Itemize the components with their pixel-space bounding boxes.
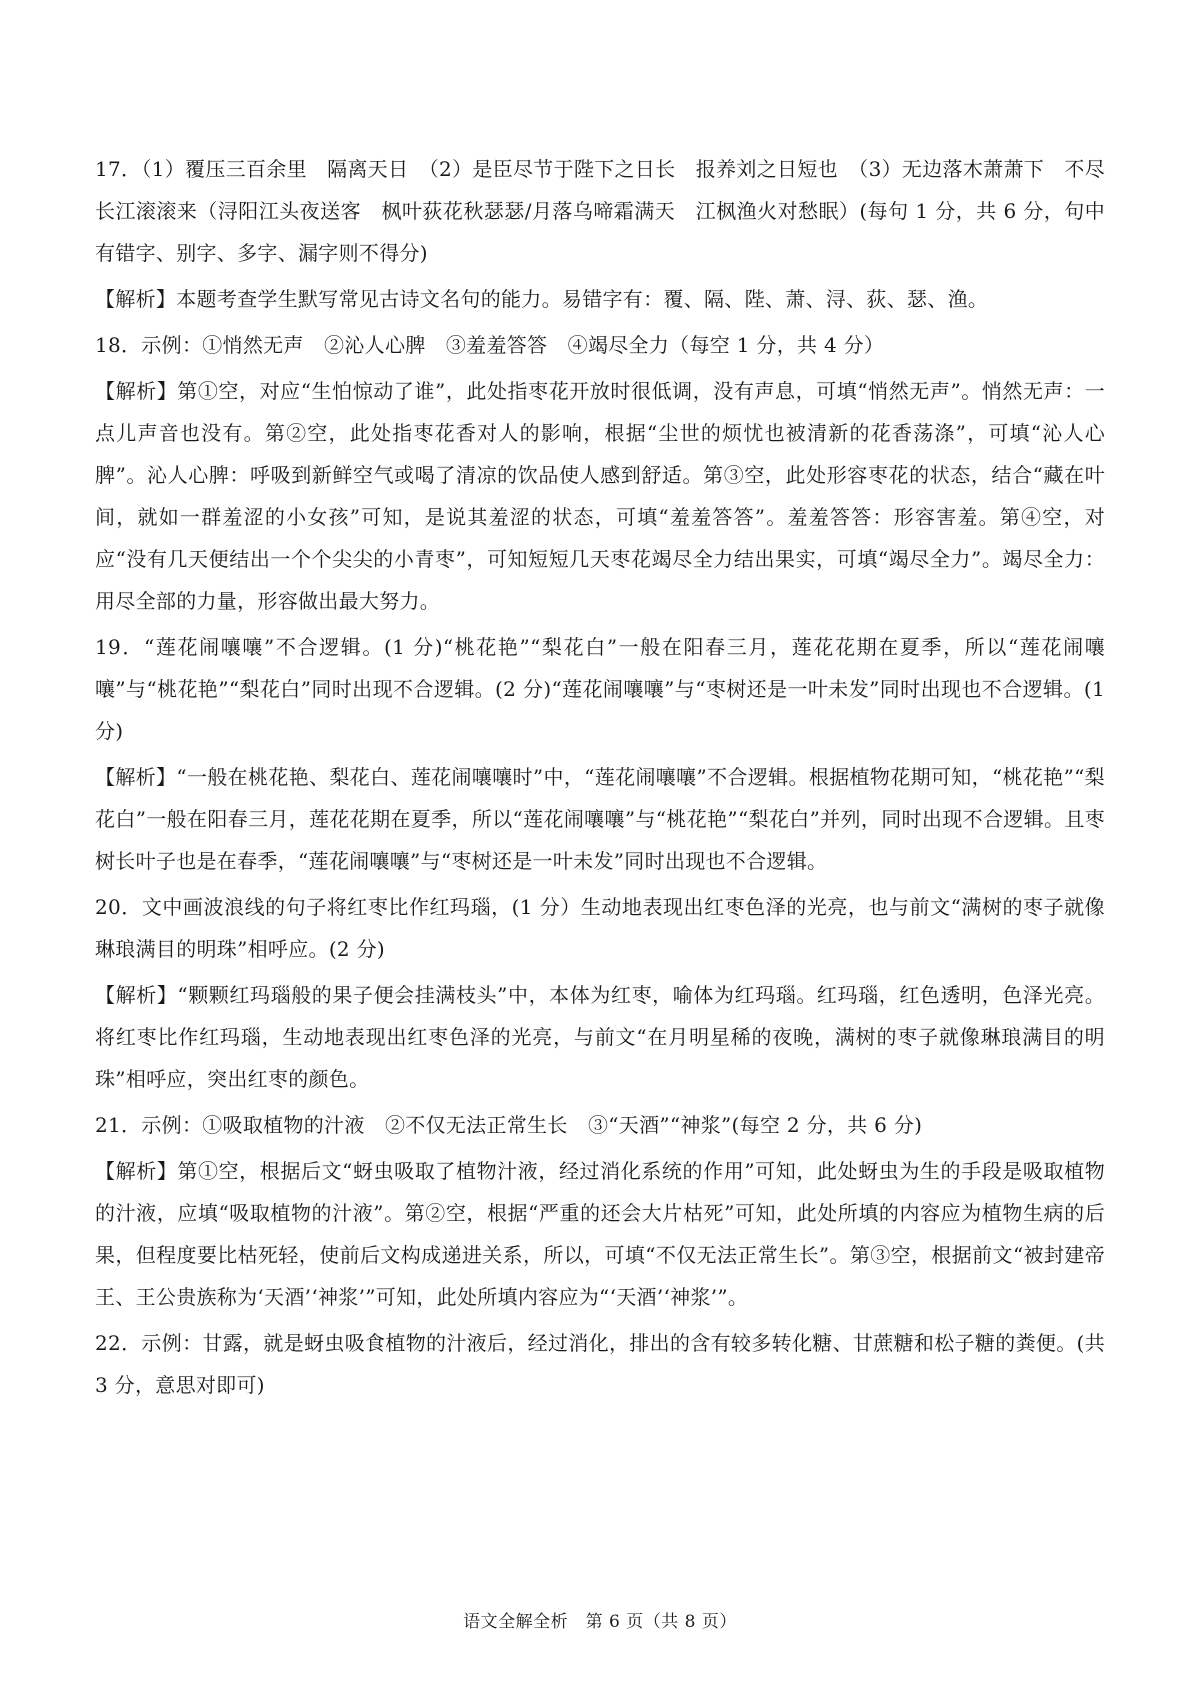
analysis-18: 【解析】第①空，对应“生怕惊动了谁”，此处指枣花开放时很低调，没有声息，可填“悄然无声”。悄然无声：一点儿声音也没有。第②空，此处指枣花香对人的影响，根据“尘世的烦忧也被清新的花香荡涤”，可填“沁人心脾”。沁人心脾：呼吸到新鲜空气或喝了清凉的饮品使人感到舒适。第③空，此处形容枣花的状态，结合“藏在叶间，就如一群羞涩的小女孩”可知，是说其羞涩的状态，可填“羞羞答答”。羞羞答答：形容害羞。第④空，对应“没有几天便结出一个个尖尖的小青枣”，可知短短几天枣花竭尽全力结出果实，可填“竭尽全力”。竭尽全力：用尽全部的力量，形容做出最大努力。: [95, 379, 1105, 613]
answer-19: 19．“莲花闹嚷嚷”不合逻辑。(1 分)“桃花艳”“梨花白”一般在阳春三月，莲花花期在夏季，所以“莲花闹嚷嚷”与“桃花艳”“梨花白”同时出现不合逻辑。(2 分)“莲花闹嚷嚷”与“枣树还是一叶未发”同时出现也不合逻辑。(1 分): [95, 635, 1105, 743]
answer-22: 22．示例：甘露，就是蚜虫吸食植物的汁液后，经过消化，排出的含有较多转化糖、甘蔗糖和松子糖的粪便。(共 3 分，意思对即可): [95, 1331, 1105, 1397]
analysis-17: 【解析】本题考查学生默写常见古诗文名句的能力。易错字有：覆、隔、陛、萧、浔、荻、瑟、渔。: [95, 287, 989, 311]
answer-21: 21．示例：①吸取植物的汁液 ②不仅无法正常生长 ③“天酒”“神浆”(每空 2 分，共 6 分): [95, 1113, 923, 1137]
analysis-19: 【解析】“一般在桃花艳、梨花白、莲花闹嚷嚷时”中，“莲花闹嚷嚷”不合逻辑。根据植物花期可知，“桃花艳”“梨花白”一般在阳春三月，莲花花期在夏季，所以“莲花闹嚷嚷”与“桃花艳”“梨花白”并列，同时出现不合逻辑。且枣树长叶子也是在春季，“莲花闹嚷嚷”与“枣树还是一叶未发”同时出现也不合逻辑。: [95, 765, 1105, 873]
analysis-21: 【解析】第①空，根据后文“蚜虫吸取了植物汁液，经过消化系统的作用”可知，此处蚜虫为生的手段是吸取植物的汁液，应填“吸取植物的汁液”。第②空，根据“严重的还会大片枯死”可知，此处所填的内容应为植物生病的后果，但程度要比枯死轻，使前后文构成递进关系，所以，可填“不仅无法正常生长”。第③空，根据前文“被封建帝王、王公贵族称为‘天酒’‘神浆’”可知，此处所填内容应为“‘天酒’‘神浆’”。: [95, 1159, 1105, 1309]
answer-content: [95, 148, 1105, 1410]
answer-20: 20．文中画波浪线的句子将红枣比作红玛瑙，(1 分）生动地表现出红枣色泽的光亮，也与前文“满树的枣子就像琳琅满目的明珠”相呼应。(2 分): [95, 895, 1105, 961]
answer-17: 17．（1）覆压三百余里 隔离天日 （2）是臣尽节于陛下之日长 报养刘之日短也 （3）无边落木萧萧下 不尽长江滚滚来（浔阳江头夜送客 枫叶荻花秋瑟瑟/月落乌啼霜满天 江枫渔火对愁眠）(每句 1 分，共 6 分，句中有错字、别字、多字、漏字则不得分): [95, 157, 1105, 265]
answer-18: 18．示例：①悄然无声 ②沁人心脾 ③羞羞答答 ④竭尽全力（每空 1 分，共 4 分）: [95, 333, 885, 357]
analysis-20: 【解析】“颗颗红玛瑙般的果子便会挂满枝头”中，本体为红枣，喻体为红玛瑙。红玛瑙，红色透明，色泽光亮。将红枣比作红玛瑙，生动地表现出红枣色泽的光亮，与前文“在月明星稀的夜晚，满树的枣子就像琳琅满目的明珠”相呼应，突出红枣的颜色。: [95, 983, 1105, 1091]
page-footer: 语文全解全析 第 6 页（共 8 页）: [463, 1612, 737, 1632]
